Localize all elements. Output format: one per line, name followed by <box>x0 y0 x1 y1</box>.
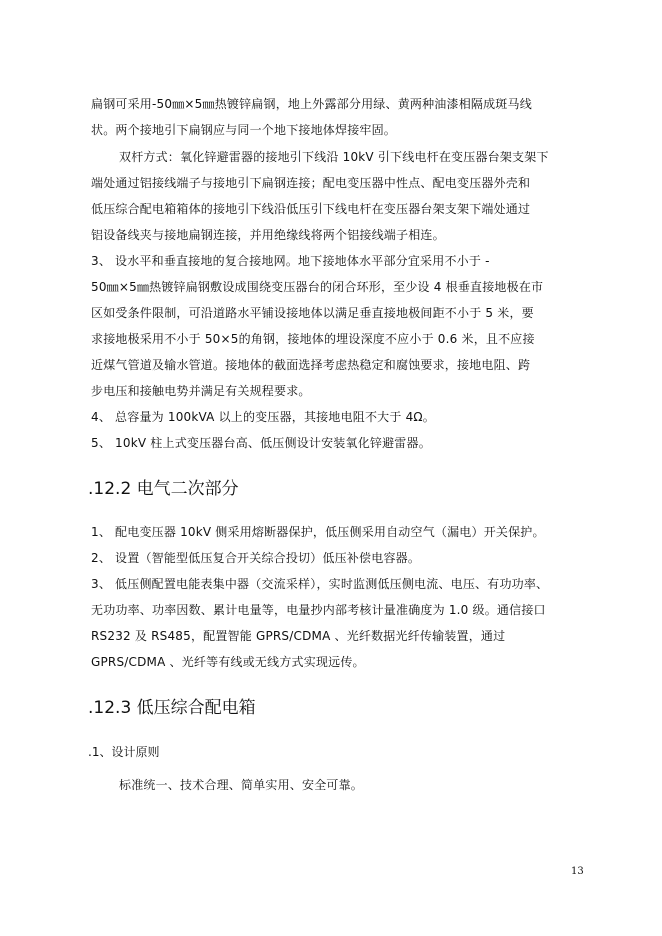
text-line: 2、 设置（智能型低压复合开关综合投切）低压补偿电容器。 <box>91 551 421 565</box>
text-line: 标准统一、技术合理、简单实用、安全可靠。 <box>119 778 364 792</box>
text-line: 状。两个接地引下扁钢应与同一个地下接地体焊接牢固。 <box>91 123 397 137</box>
text-line: 步电压和接触电势并满足有关规程要求。 <box>91 384 311 398</box>
section-heading-12-3: .12.3 低压综合配电箱 <box>88 698 256 718</box>
text-line: 端处通过铝接线端子与接地引下扁钢连接；配电变压器中性点、配电变压器外壳和 <box>91 176 531 190</box>
text-line: 求接地极采用不小于 50×5的角钢，接地体的埋设深度不应小于 0.6 米，且不应接 <box>91 332 535 346</box>
text-line: 区如受条件限制，可沿道路水平铺设接地体以满足垂直接地极间距不小于 5 米，要 <box>91 306 534 320</box>
text-line: 50㎜×5㎜热镀锌扁钢敷设成围绕变压器台的闭合环形，至少设 4 根垂直接地极在市 <box>91 280 544 294</box>
text-line: 1、 配电变压器 10kV 侧采用熔断器保护，低压侧采用自动空气（漏电）开关保护。 <box>91 525 545 539</box>
text-line: 5、 10kV 柱上式变压器台高、低压侧设计安装氧化锌避雷器。 <box>91 436 431 450</box>
text-line: 4、 总容量为 100kVA 以上的变压器，其接地电阻不大于 4Ω。 <box>91 410 436 424</box>
text-line: 3、 低压侧配置电能表集中器（交流采样），实时监测低压侧电流、电压、有功功率、 <box>91 577 549 591</box>
section-heading-12-2: .12.2 电气二次部分 <box>88 479 239 499</box>
text-line: 低压综合配电箱箱体的接地引下线沿低压引下线电杆在变压器台架支架下端处通过 <box>91 202 531 216</box>
text-line: 铝设备线夹与接地扁钢连接，并用绝缘线将两个铝接线端子相连。 <box>91 228 445 242</box>
text-line: 扁钢可采用-50㎜×5㎜热镀锌扁钢，地上外露部分用绿、黄两种油漆相隔成斑马线 <box>91 97 532 111</box>
text-line: RS232 及 RS485，配置智能 GPRS/CDMA 、光纤数据光纤传输装置，通过 <box>91 629 506 643</box>
text-line: 双杆方式：氧化锌避雷器的接地引下线沿 10kV 引下线电杆在变压器台架支架下 <box>119 150 549 164</box>
text-line: 近煤气管道及输水管道。接地体的截面选择考虑热稳定和腐蚀要求，接地电阻、跨 <box>91 358 531 372</box>
subsection-heading: .1、设计原则 <box>88 745 160 759</box>
text-line: 3、 设水平和垂直接地的复合接地网。地下接地体水平部分宜采用不小于 - <box>91 254 490 268</box>
page-number: 13 <box>571 866 584 877</box>
text-line: 无功功率、功率因数、累计电量等，电量抄内部考核计量准确度为 1.0 级。通信接口 <box>91 603 546 617</box>
text-line: GPRS/CDMA 、光纤等有线或无线方式实现远传。 <box>91 655 365 669</box>
